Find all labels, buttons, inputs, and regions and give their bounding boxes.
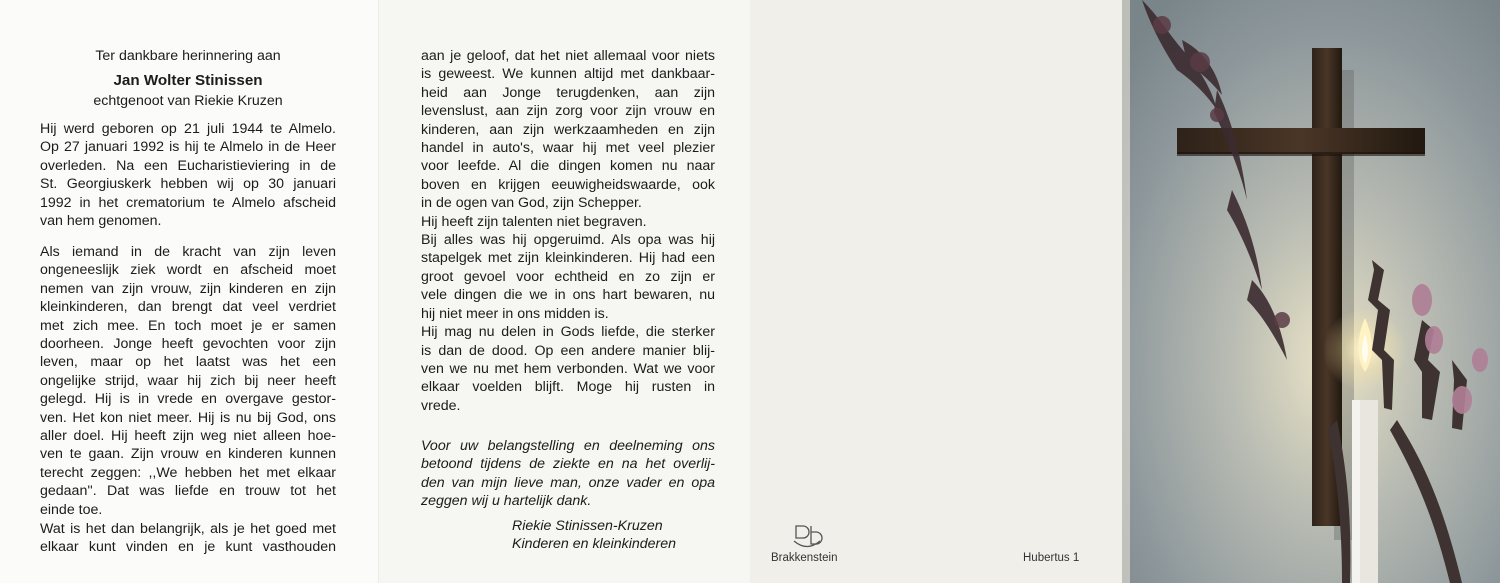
text-line: doorheen. Jonge heeft gevochten voor zijn <box>40 336 336 353</box>
text-line: Hij heeft zijn talenten niet begraven. <box>421 213 647 230</box>
text-line: 1992 in het crematorium te Almelo afscheid <box>40 194 336 211</box>
text-line: aan je geloof, dat het niet allemaal voor niets <box>421 48 715 64</box>
text-line: met zich mee. En toch moet je er samen <box>40 317 336 334</box>
text-line: leven, maar op het laatst was het een <box>40 354 336 371</box>
text-line: gelegd. Hij is in vrede en overgave gestor- <box>40 391 336 408</box>
text-line: Bij alles was hij opgeruimd. Als opa was hij <box>421 232 715 249</box>
text-line: Hij werd geboren op 21 juli 1944 te Almelo. <box>40 121 336 137</box>
text-line: stapelgek met zijn kleinkinderen. Hij had een <box>421 250 715 267</box>
text-line: terecht zeggen: ,,We hebben het met elkaar <box>40 464 336 481</box>
text-line: vrede. <box>421 397 461 414</box>
thanks-paragraph <box>421 437 715 511</box>
deceased-name: Jan Wolter Stinissen <box>113 72 263 89</box>
text-line: Hij mag nu delen in Gods liefde, die sterker <box>421 324 715 341</box>
cross-candle-photo-icon <box>1122 0 1500 583</box>
intro-line: Ter dankbare herinnering aan <box>95 48 281 64</box>
text-line: Als iemand in de kracht van zijn leven <box>40 244 336 260</box>
publisher-logo-icon <box>790 522 824 552</box>
spouse-line: echtgenoot van Riekie Kruzen <box>93 93 283 109</box>
text-line: den van mijn lieve man, onze vader en opa <box>421 474 715 491</box>
memorial-paragraph <box>40 243 336 519</box>
card-page-left <box>0 0 378 583</box>
text-line: groot gevoel voor echtheid en zo zijn er <box>421 268 715 285</box>
text-line: elkaar kunt vinden en je kunt vasthouden <box>40 539 336 556</box>
text-line: voor leefde. Al die dingen komen nu naar <box>421 158 715 175</box>
text-line: betoond tijdens de ziekte en na het overlij- <box>421 456 715 473</box>
text-line: aller doel. Hij heeft zijn weg niet alleen hoe- <box>40 428 336 445</box>
text-line: van hem genomen. <box>40 213 162 230</box>
text-line: ven te gaan. Zijn vrouw en kinderen kunnen <box>40 446 336 463</box>
signature-block <box>512 517 712 554</box>
text-line: zeggen wij u hartelijk dank. <box>421 493 592 510</box>
text-line: Wat is het dan belangrijk, als je het goed met <box>40 521 336 537</box>
text-line: einde toe. <box>40 501 103 518</box>
text-line: ongeneeslijk ziek wordt en afscheid moet <box>40 262 336 279</box>
publisher-name: Brakkenstein <box>771 552 838 564</box>
text-line: vele dingen die we in ons hart bewaren, nu <box>421 287 715 304</box>
text-line: kleinkinderen, dan brengt dat veel verdriet <box>40 299 336 316</box>
text-line: levenslust, aan zijn zorg voor zijn vrouw en <box>421 103 715 120</box>
text-line: St. Georgiuskerk hebben wij op 30 januari <box>40 176 336 193</box>
closing-paragraph-start <box>40 520 336 557</box>
text-line: is dan de dood. Op een andere manier blij- <box>421 342 715 359</box>
text-line: Op 27 januari 1992 is hij te Almelo in de Heer <box>40 139 336 156</box>
continued-paragraph <box>421 47 715 415</box>
text-line: nemen van zijn vrouw, zijn kinderen en zijn <box>40 280 336 297</box>
text-line: hij niet meer in ons midden is. <box>421 305 609 322</box>
text-line: in de ogen van God, zijn Schepper. <box>421 195 642 212</box>
card-page-inner-right <box>378 0 750 583</box>
biography-paragraph <box>40 120 336 230</box>
text-line: gedaan''. Dat was liefde en trouw tot het <box>40 483 336 500</box>
signature-name: Riekie Stinissen-Kruzen <box>512 518 663 534</box>
card-page-front-photo <box>1122 0 1500 583</box>
text-line: ven. Het kon niet meer. Hij is nu bij God, ons <box>40 409 336 426</box>
text-line: ven we nu met hem verbonden. Wat we voor <box>421 360 715 377</box>
text-line: kinderen, aan zijn werkzaamheden en zijn <box>421 121 715 138</box>
text-line: handel in auto's, waar hij met veel plezier <box>421 140 715 157</box>
text-line: overleden. Na een Eucharistieviering in de <box>40 157 336 174</box>
text-line: heid aan Jonge terugdenken, aan zijn <box>421 84 715 101</box>
card-page-back <box>750 0 1122 583</box>
text-line: elkaar voelden blijft. Moge hij rusten in <box>421 379 715 396</box>
text-line: is geweest. We kunnen altijd met dankbaar- <box>421 66 715 83</box>
text-line: Voor uw belangstelling en deelneming ons <box>421 438 715 454</box>
signature-family: Kinderen en kleinkinderen <box>512 536 677 553</box>
card-series-id: Hubertus 1 <box>1023 552 1080 564</box>
text-line: boven en krijgen eeuwigheidswaarde, ook <box>421 176 715 193</box>
text-line: ongelijke strijd, waar hij zich bij neer heeft <box>40 372 336 389</box>
